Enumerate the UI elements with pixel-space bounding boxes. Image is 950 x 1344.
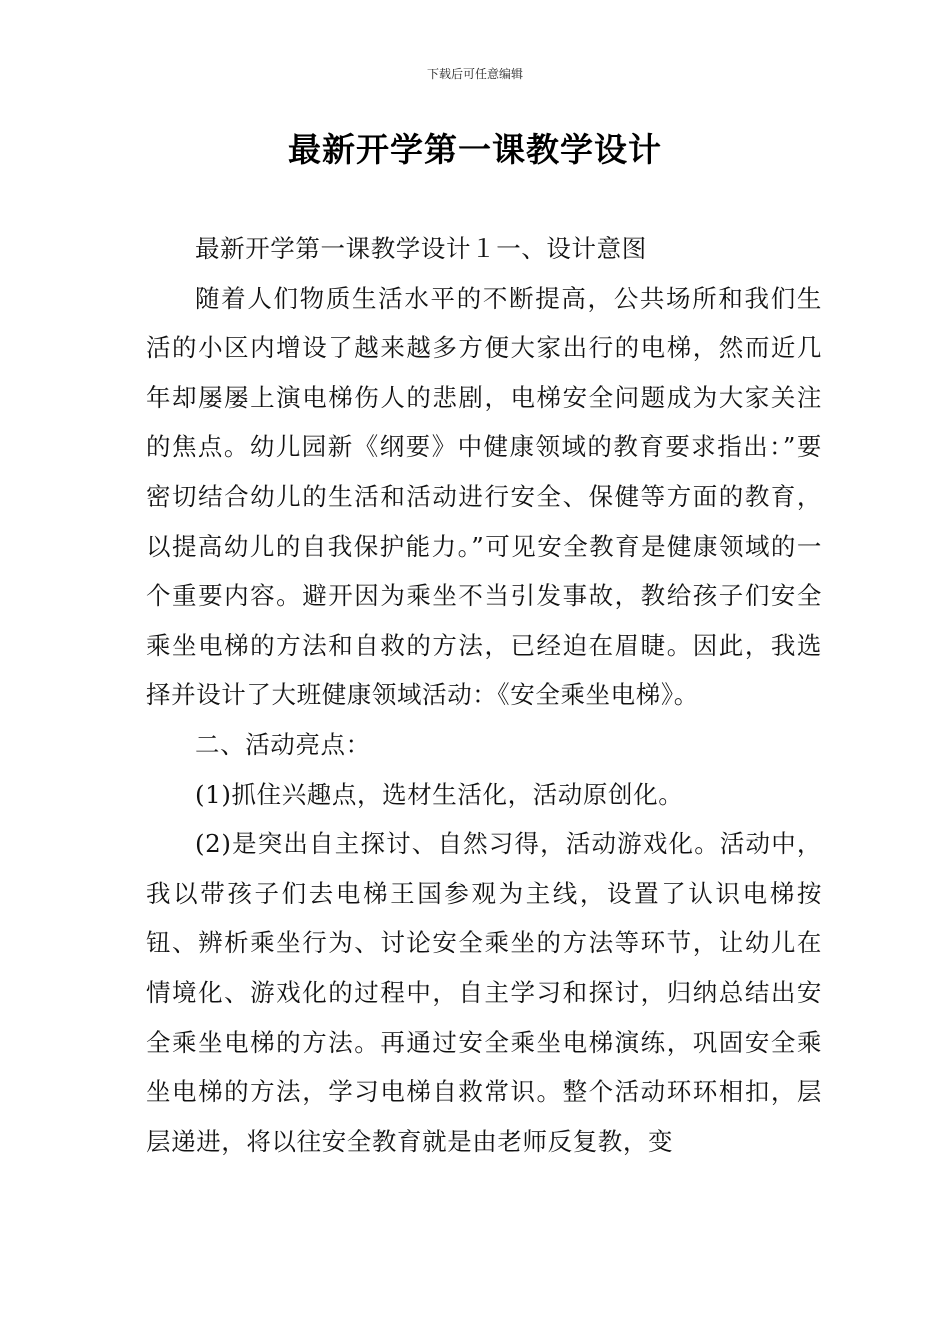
header-note: 下载后可任意编辑 bbox=[426, 67, 523, 81]
document-title: 最新开学第一课教学设计 bbox=[288, 130, 662, 169]
paragraph-highlight-1: (1)抓住兴趣点，选材生活化，活动原创化。 bbox=[195, 779, 684, 809]
paragraph-design-intent: 随着人们物质生活水平的不断提高，公共场所和我们生活的小区内增设了越来越多方便大家出行的电梯，然而近几年却屡屡上演电梯伤人的悲剧，电梯安全问题成为大家关注的焦点。幼儿园新《纲要》中健康领域的教育要求指出：”要密切结合幼儿的生活和活动进行安全、保健等方面的教育，以提高幼儿的自我保护能力。”可见安全教育是健康领域的一个重要内容。避开因为乘坐不当引发事故，教给孩子们安全乘坐电梯的方法和自救的方法，已经迫在眉睫。因此，我选择并设计了大班健康领域活动：《安全乘坐电梯》。 bbox=[146, 283, 822, 710]
document-body bbox=[146, 224, 822, 1166]
paragraph-highlight-2: (2)是突出自主探讨、自然习得，活动游戏化。活动中，我以带孩子们去电梯王国参观为主线，设置了认识电梯按钮、辨析乘坐行为、讨论安全乘坐的方法等环节，让幼儿在情境化、游戏化的过程中，自主学习和探讨，归纳总结出安全乘坐电梯的方法。再通过安全乘坐电梯演练，巩固安全乘坐电梯的方法，学习电梯自救常识。整个活动环环相扣，层层递进，将以往安全教育就是由老师反复教，变 bbox=[146, 829, 822, 1156]
paragraph-highlights-heading: 二、活动亮点： bbox=[195, 729, 371, 759]
paragraph-intro-heading: 最新开学第一课教学设计１一、设计意图 bbox=[195, 234, 647, 263]
